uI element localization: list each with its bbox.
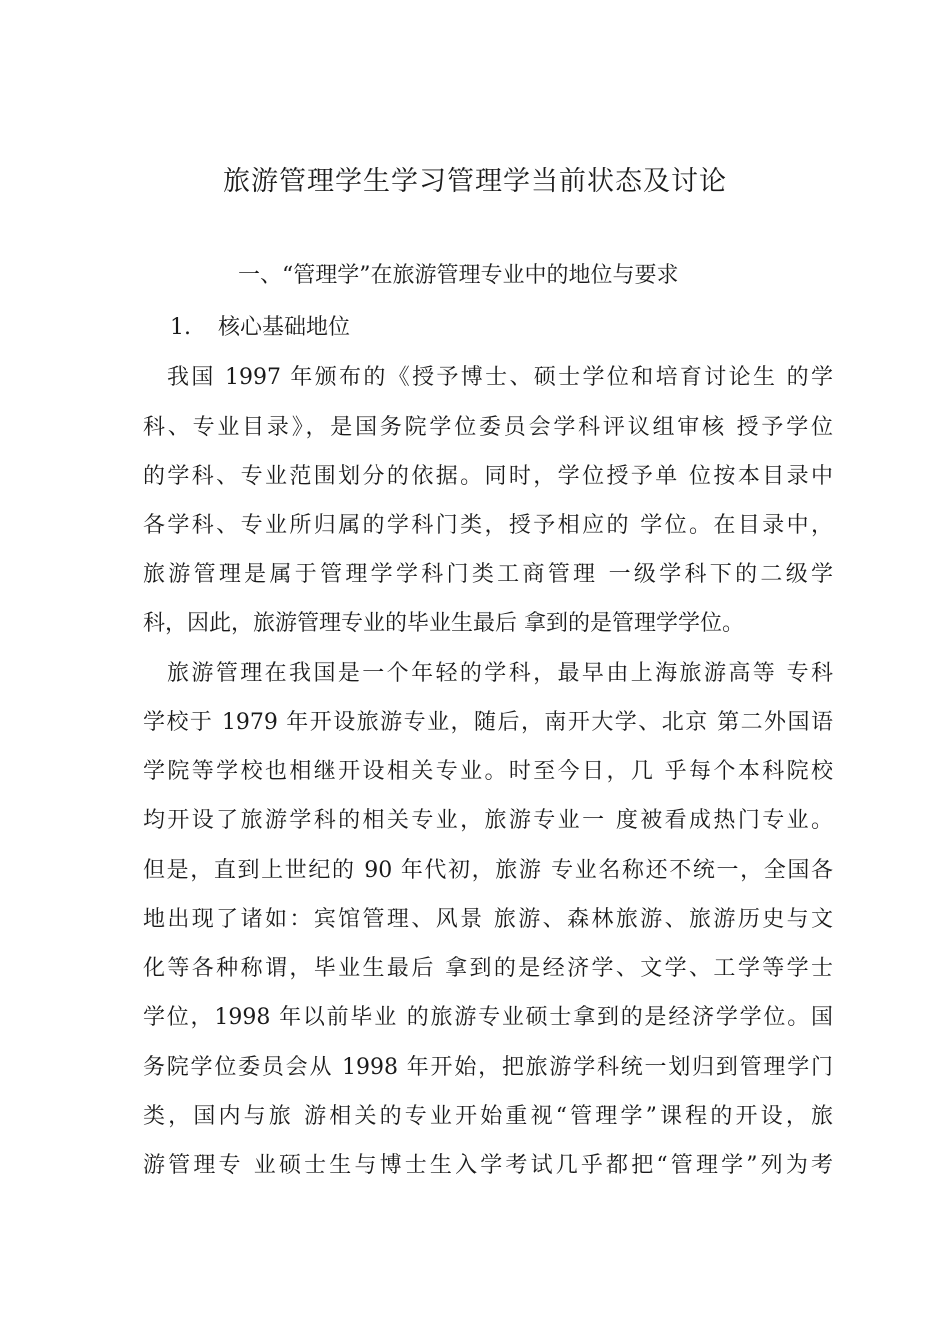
paragraph-2-line: 地出现了诸如：宾馆管理、风景 旅游、森林旅游、旅游历史与文 <box>143 907 833 932</box>
document-title: 旅游管理学生学习管理学当前状态及讨论 <box>223 166 727 197</box>
subsection-number: 1. <box>170 315 191 340</box>
subsection-label: 核心基础地位 <box>218 315 351 340</box>
subsection-heading <box>170 310 350 346</box>
paragraph-2-line: 务院学位委员会从 1998 年开始，把旅游学科统一划归到管理学门 <box>143 1055 833 1080</box>
paragraph-2-line: 学院等学校也相继开设相关专业。时至今日，几 乎每个本科院校 <box>143 759 833 784</box>
paragraph-1-line: 旅游管理是属于管理学学科门类工商管理 一级学科下的二级学 <box>143 562 833 587</box>
section-heading: 一、“管理学”在旅游管理专业中的地位与要求 <box>238 263 679 288</box>
paragraph-1-line: 我国 1997 年颁布的《授予博士、硕士学位和培育讨论生 的学 <box>167 365 833 390</box>
paragraph-2-line: 学校于 1979 年开设旅游专业，随后，南开大学、北京 第二外国语 <box>143 710 833 735</box>
paragraph-2-line: 学位，1998 年以前毕业 的旅游专业硕士拿到的是经济学学位。国 <box>143 1005 833 1030</box>
paragraph-2-line: 但是，直到上世纪的 90 年代初，旅游 专业名称还不统一，全国各 <box>143 858 833 883</box>
paragraph-2-line: 类，国内与旅 游相关的专业开始重视“管理学”课程的开设，旅 <box>143 1104 833 1129</box>
paragraph-1-line: 科、专业目录》，是国务院学位委员会学科评议组审核 授予学位 <box>143 415 833 440</box>
paragraph-1-line: 科，因此，旅游管理专业的毕业生最后 拿到的是管理学学位。 <box>143 611 744 636</box>
paragraph-2-line: 旅游管理在我国是一个年轻的学科，最早由上海旅游高等 专科 <box>167 661 833 686</box>
paragraph-2-line: 均开设了旅游学科的相关专业，旅游专业一 度被看成热门专业。 <box>143 808 833 833</box>
paragraph-1-line: 各学科、专业所归属的学科门类，授予相应的 学位。在目录中， <box>143 513 833 538</box>
paragraph-2-line: 游管理专 业硕士生与博士生入学考试几乎都把“管理学”列为考 <box>143 1153 833 1178</box>
paragraph-2-line: 化等各种称谓，毕业生最后 拿到的是经济学、文学、工学等学士 <box>143 956 833 981</box>
paragraph-1-line: 的学科、专业范围划分的依据。同时，学位授予单 位按本目录中 <box>143 464 833 489</box>
